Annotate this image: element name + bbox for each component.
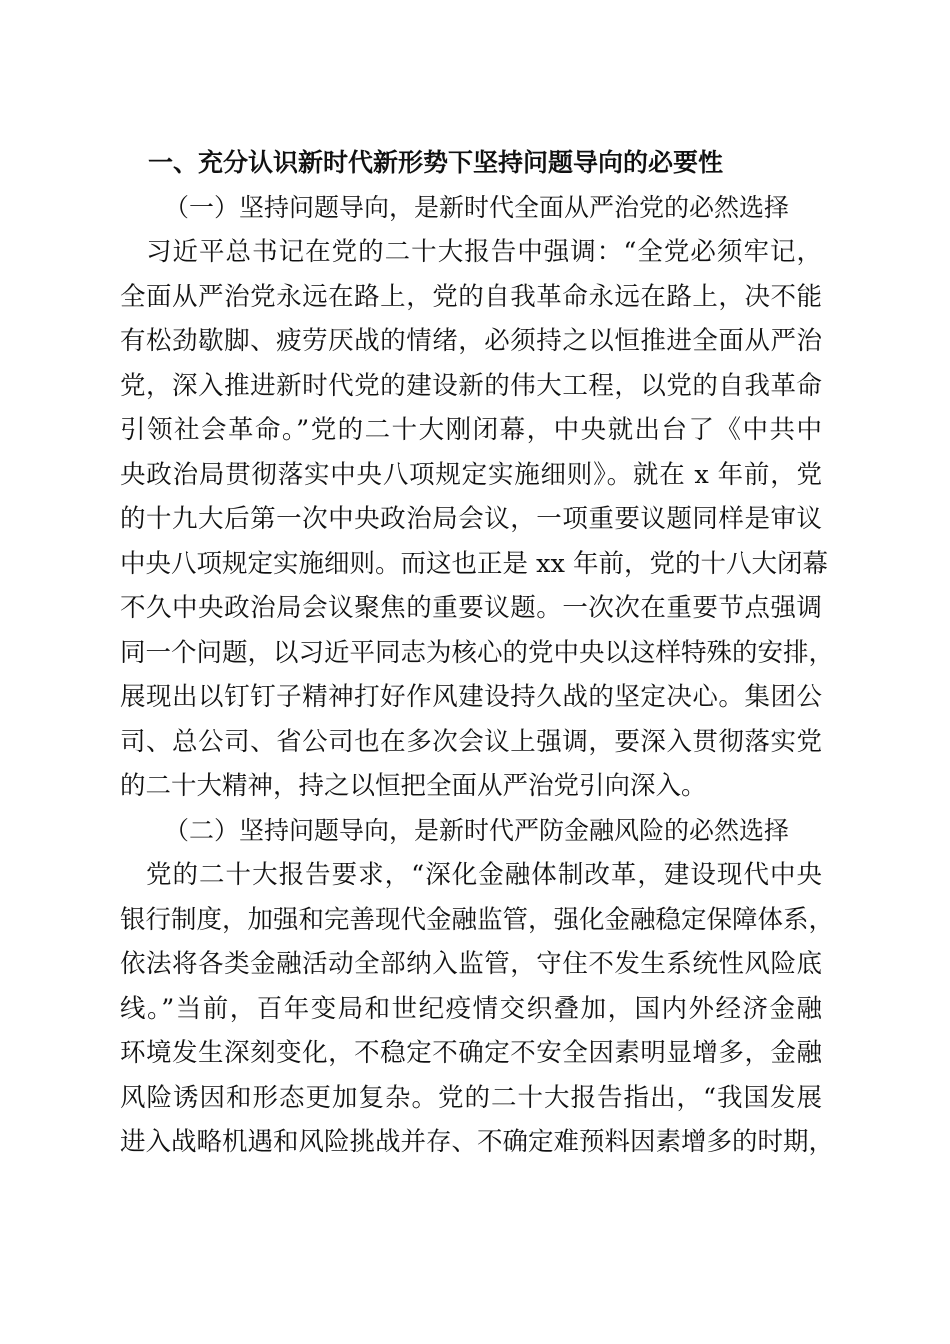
- paragraph-line: 银行制度，加强和完善现代金融监管，强化金融稳定保障体系，: [120, 904, 835, 935]
- paragraph-line: 习近平总书记在党的二十大报告中强调：“全党必须牢记，: [146, 237, 822, 267]
- paragraph-line: 党，深入推进新时代党的建设新的伟大工程，以党的自我革命: [120, 370, 822, 401]
- paragraph-line: 风险诱因和形态更加复杂。党的二十大报告指出，“我国发展: [120, 1082, 822, 1113]
- paragraph-line: 展现出以钉钉子精神打好作风建设持久战的坚定决心。集团公: [120, 682, 822, 712]
- subsection-title-1: （一）坚持问题导向，是新时代全面从严治党的必然选择: [164, 192, 790, 222]
- subsection-title-2: （二）坚持问题导向，是新时代严防金融风险的必然选择: [164, 815, 790, 845]
- paragraph-line: 依法将各类金融活动全部纳入监管，守住不发生系统性风险底: [120, 949, 822, 979]
- paragraph-line: 环境发生深刻变化，不稳定不确定不安全因素明显增多，金融: [120, 1038, 822, 1068]
- section1-paragraph: [120, 230, 835, 809]
- paragraph-line: 不久中央政治局会议聚焦的重要议题。一次次在重要节点强调: [120, 593, 822, 623]
- paragraph-line: 全面从严治党永远在路上，党的自我革命永远在路上，决不能: [120, 281, 822, 312]
- paragraph-line: 进入战略机遇和风险挑战并存、不确定难预料因素增多的时期，: [120, 1127, 835, 1157]
- paragraph-line: 央政治局贯彻落实中央八项规定实施细则》。就在 x 年前，党: [120, 459, 822, 490]
- paragraph-line: 的二十大精神，持之以恒把全面从严治党引向深入。: [120, 771, 707, 801]
- section2-paragraph: [120, 853, 835, 1165]
- paragraph-line: 中央八项规定实施细则。而这也正是 xx 年前，党的十八大闭幕: [120, 548, 828, 579]
- paragraph-line: 党的二十大报告要求，“深化金融体制改革，建设现代中央: [146, 860, 822, 890]
- section-heading: 一、充分认识新时代新形势下坚持问题导向的必要性: [148, 148, 724, 177]
- paragraph-line: 的十九大后第一次中央政治局会议，一项重要议题同样是审议: [120, 504, 822, 534]
- paragraph-line: 有松劲歇脚、疲劳厌战的情绪，必须持之以恒推进全面从严治: [120, 326, 822, 356]
- paragraph-line: 线。”当前，百年变局和世纪疫情交织叠加，国内外经济金融: [120, 993, 822, 1024]
- paragraph-line: 引领社会革命。”党的二十大刚闭幕，中央就出台了《中共中: [120, 415, 822, 445]
- paragraph-line: 司、总公司、省公司也在多次会议上强调，要深入贯彻落实党: [120, 726, 822, 757]
- paragraph-line: 同一个问题，以习近平同志为核心的党中央以这样特殊的安排，: [120, 637, 835, 668]
- document-page: [120, 141, 835, 1165]
